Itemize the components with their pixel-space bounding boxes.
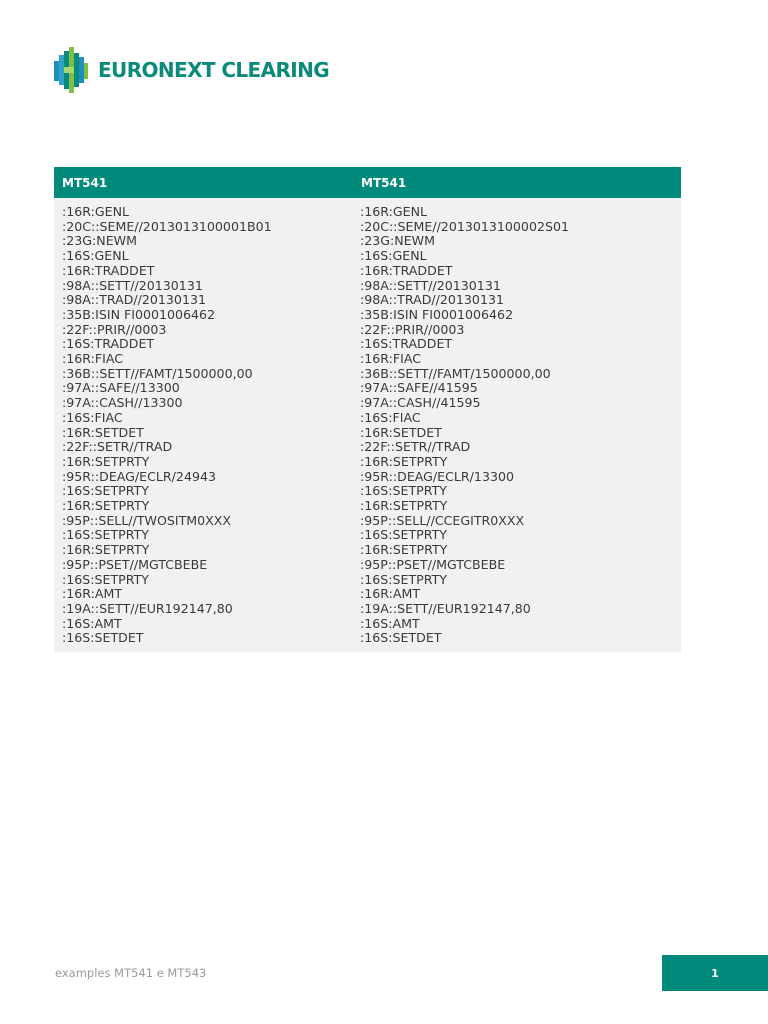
message-line: :95P::SELL//TWOSITM0XXX — [62, 512, 232, 528]
message-line: :16R:SETPRTY — [360, 542, 448, 558]
message-line: :95R::DEAG/ECLR/13300 — [360, 468, 514, 484]
message-line: :16S:SETPRTY — [62, 527, 149, 543]
message-line: :16R:SETDET — [360, 424, 442, 440]
footer-document-title: examples MT541 e MT543 — [55, 966, 207, 980]
message-line: :16R:FIAC — [360, 351, 422, 367]
message-line: :16R:AMT — [360, 586, 421, 602]
message-line: :16R:SETPRTY — [360, 453, 448, 469]
message-line: :16S:SETPRTY — [62, 483, 149, 499]
message-line: :16R:GENL — [62, 204, 130, 219]
column-header-right: MT541 — [361, 175, 407, 190]
message-line: :22F::SETR//TRAD — [360, 439, 471, 455]
message-line: :98A::TRAD//20130131 — [62, 292, 206, 308]
message-line: :16S:GENL — [360, 248, 427, 264]
message-line: :16S:SETDET — [62, 630, 144, 646]
message-line: :16S:TRADDET — [360, 336, 453, 352]
message-line: :36B::SETT//FAMT/1500000,00 — [62, 365, 253, 381]
message-line: :16S:SETPRTY — [62, 571, 149, 587]
message-line: :20C::SEME//2013013100002S01 — [360, 218, 569, 234]
message-line: :95P::PSET//MGTCBEBE — [62, 556, 208, 572]
message-line: :22F::SETR//TRAD — [62, 439, 173, 455]
message-line: :95P::PSET//MGTCBEBE — [360, 556, 506, 572]
page-number-badge — [662, 955, 768, 991]
message-line: :35B:ISIN FI0001006462 — [360, 306, 514, 322]
message-line: :98A::SETT//20130131 — [62, 277, 203, 293]
column-header-left: MT541 — [62, 175, 108, 190]
message-line: :36B::SETT//FAMT/1500000,00 — [360, 365, 551, 381]
message-line: :16R:TRADDET — [62, 262, 155, 278]
message-column-left — [54, 205, 352, 646]
message-line: :22F::PRIR//0003 — [360, 321, 465, 337]
message-line: :23G:NEWM — [62, 233, 137, 249]
message-line: :16R:AMT — [62, 586, 123, 602]
message-line: :16S:SETPRTY — [360, 483, 447, 499]
message-line: :22F::PRIR//0003 — [62, 321, 167, 337]
brand-name: EURONEXT CLEARING — [98, 58, 330, 82]
message-line: :16R:SETPRTY — [62, 498, 150, 514]
message-line: :97A::CASH//13300 — [62, 395, 183, 411]
message-line: :16R:SETPRTY — [360, 498, 448, 514]
page-number: 1 — [711, 966, 719, 980]
message-line: :16R:GENL — [360, 204, 428, 219]
message-line: :97A::CASH//41595 — [360, 395, 481, 411]
message-line: :20C::SEME//2013013100001B01 — [62, 218, 272, 234]
brand-logo — [54, 46, 329, 94]
message-line: :16R:SETDET — [62, 424, 144, 440]
message-line: :16S:AMT — [62, 615, 122, 631]
mt541-comparison-table — [54, 167, 681, 652]
message-line: :98A::TRAD//20130131 — [360, 292, 504, 308]
message-line: :19A::SETT//EUR192147,80 — [62, 600, 233, 616]
message-line: :16S:FIAC — [62, 409, 123, 425]
message-line: :16R:SETPRTY — [62, 542, 150, 558]
message-line: :95P::SELL//CCEGITR0XXX — [360, 512, 525, 528]
message-line: :16R:FIAC — [62, 351, 124, 367]
message-line: :97A::SAFE//41595 — [360, 380, 478, 396]
message-line: :23G:NEWM — [360, 233, 435, 249]
message-line: :95R::DEAG/ECLR/24943 — [62, 468, 216, 484]
message-line: :16S:SETDET — [360, 630, 442, 646]
message-column-right — [352, 205, 569, 646]
message-line: :16S:SETPRTY — [360, 571, 447, 587]
message-line: :16S:AMT — [360, 615, 420, 631]
message-line: :16R:TRADDET — [360, 262, 453, 278]
table-body — [54, 198, 681, 652]
message-line: :16R:SETPRTY — [62, 453, 150, 469]
message-line: :97A::SAFE//13300 — [62, 380, 180, 396]
message-line: :16S:GENL — [62, 248, 129, 264]
message-line: :98A::SETT//20130131 — [360, 277, 501, 293]
message-line: :19A::SETT//EUR192147,80 — [360, 600, 531, 616]
message-line: :16S:TRADDET — [62, 336, 155, 352]
message-line: :35B:ISIN FI0001006462 — [62, 306, 216, 322]
euronext-logo-mark-icon — [54, 47, 92, 93]
message-line: :16S:SETPRTY — [360, 527, 447, 543]
message-line: :16S:FIAC — [360, 409, 421, 425]
table-header — [54, 167, 681, 198]
